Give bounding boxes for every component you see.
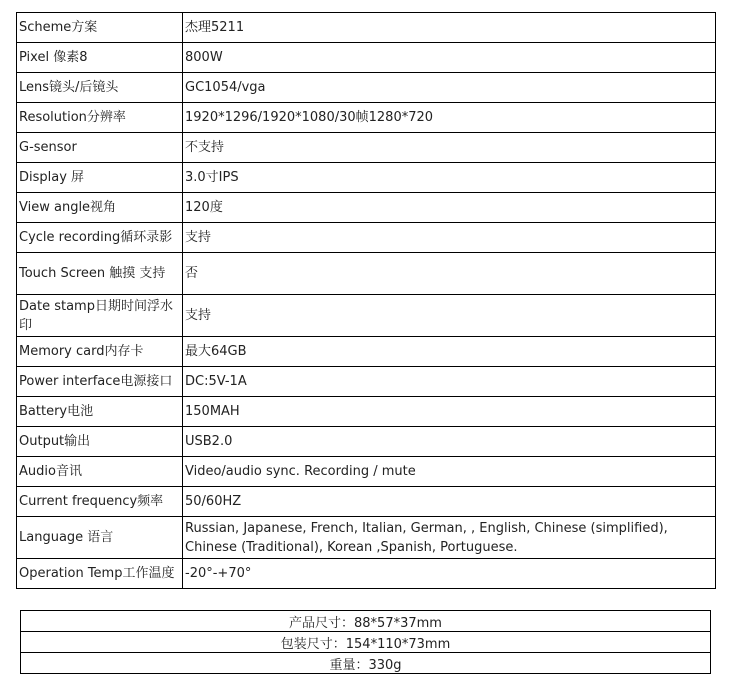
table-row	[17, 73, 716, 103]
table-row	[17, 559, 716, 589]
spec-value: 最大64GB	[183, 337, 716, 367]
table-row	[17, 337, 716, 367]
table-row	[17, 487, 716, 517]
table-row	[17, 133, 716, 163]
spec-label: Touch Screen 触摸 支持	[17, 253, 183, 295]
spec-label: Lens镜头/后镜头	[17, 73, 183, 103]
table-row	[21, 653, 711, 674]
spec-value: USB2.0	[183, 427, 716, 457]
table-row	[17, 457, 716, 487]
spec-label: Pixel 像素8	[17, 43, 183, 73]
spec-table	[16, 12, 716, 589]
spec-value: 800W	[183, 43, 716, 73]
product-size: 产品尺寸：88*57*37mm	[21, 611, 711, 632]
spec-label: Memory card内存卡	[17, 337, 183, 367]
table-row	[17, 397, 716, 427]
package-size: 包装尺寸：154*110*73mm	[21, 632, 711, 653]
spec-value: 1920*1296/1920*1080/30帧1280*720	[183, 103, 716, 133]
spec-label: Power interface电源接口	[17, 367, 183, 397]
spec-value: 50/60HZ	[183, 487, 716, 517]
spec-label: Current frequency频率	[17, 487, 183, 517]
table-row	[17, 103, 716, 133]
table-row	[17, 427, 716, 457]
spec-label: Audio音讯	[17, 457, 183, 487]
weight: 重量：330g	[21, 653, 711, 674]
table-row	[17, 367, 716, 397]
spec-value: 否	[183, 253, 716, 295]
spec-value: 150MAH	[183, 397, 716, 427]
table-row	[21, 611, 711, 632]
spec-value: Video/audio sync. Recording / mute	[183, 457, 716, 487]
spec-value: 支持	[183, 223, 716, 253]
spec-value: 杰理5211	[183, 13, 716, 43]
spec-label: Battery电池	[17, 397, 183, 427]
table-row	[17, 253, 716, 295]
table-row	[21, 632, 711, 653]
table-row	[17, 223, 716, 253]
table-row	[17, 295, 716, 337]
table-row	[17, 43, 716, 73]
spec-value: 不支持	[183, 133, 716, 163]
spec-label: Scheme方案	[17, 13, 183, 43]
spec-value: DC:5V-1A	[183, 367, 716, 397]
spec-label: View angle视角	[17, 193, 183, 223]
spec-label: Language 语言	[17, 517, 183, 559]
spec-label: Cycle recording循环录影	[17, 223, 183, 253]
table-row	[17, 13, 716, 43]
spec-label: Operation Temp工作温度	[17, 559, 183, 589]
spec-value: 3.0寸IPS	[183, 163, 716, 193]
spec-label: Resolution分辨率	[17, 103, 183, 133]
spec-label: G-sensor	[17, 133, 183, 163]
package-info-table	[20, 610, 711, 674]
spec-value: GC1054/vga	[183, 73, 716, 103]
table-row	[17, 517, 716, 559]
table-row	[17, 193, 716, 223]
table-row	[17, 163, 716, 193]
spec-label: Date stamp日期时间浮水印	[17, 295, 183, 337]
spec-value: 120度	[183, 193, 716, 223]
spec-value: Russian, Japanese, French, Italian, German, , English, Chinese (simplified), Chinese (Traditional), Korean ,Spanish, Portuguese.	[183, 517, 716, 559]
spec-value: -20°-+70°	[183, 559, 716, 589]
spec-label: Output输出	[17, 427, 183, 457]
spec-label: Display 屏	[17, 163, 183, 193]
spec-value: 支持	[183, 295, 716, 337]
